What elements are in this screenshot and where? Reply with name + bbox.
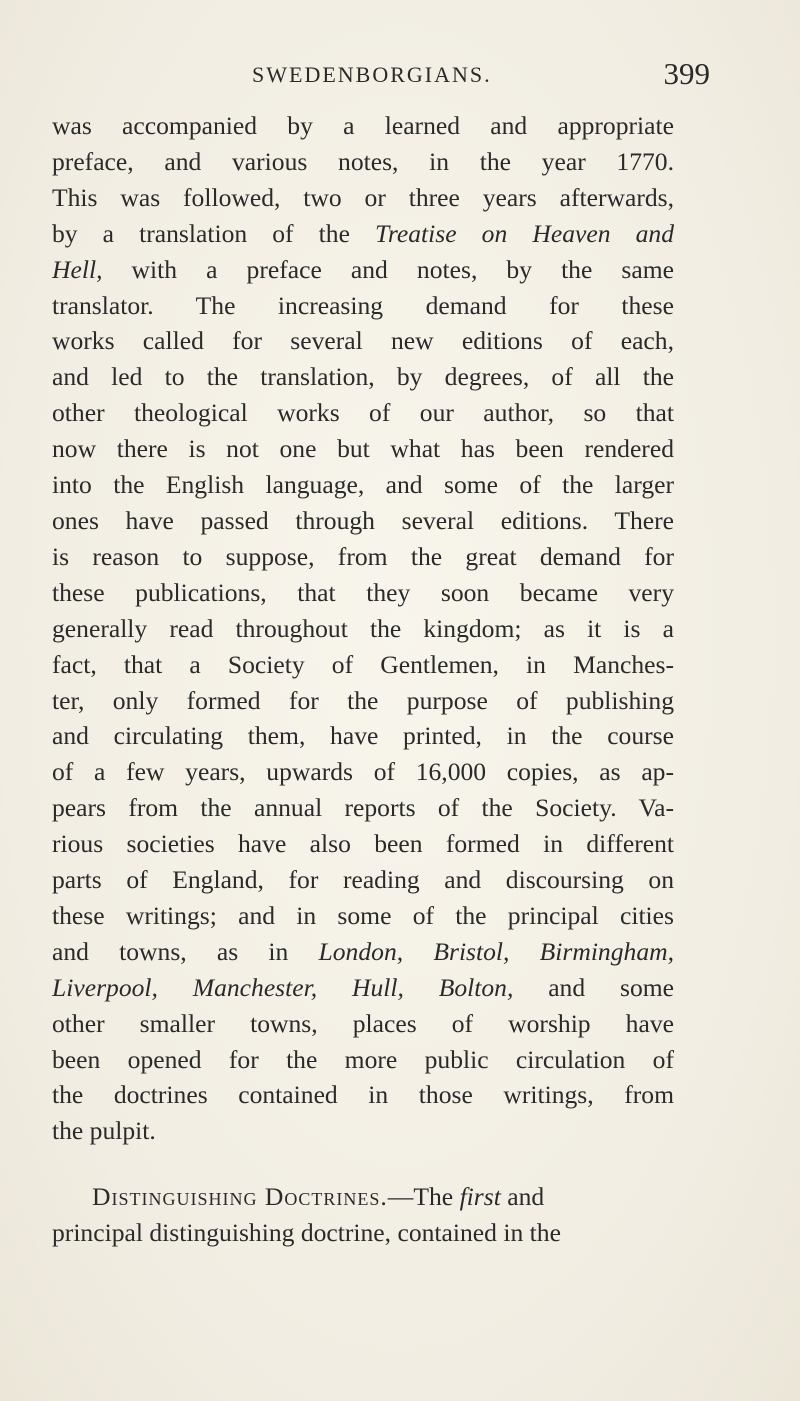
text-line	[52, 575, 674, 611]
text-segment: rious societies have also been formed in different	[52, 829, 674, 859]
text-segment: was accompanied by a learned and appropriate	[52, 111, 674, 140]
text-segment: works called for several new editions of each,	[52, 326, 674, 356]
text-segment: into the English language, and some of the larger	[52, 470, 674, 500]
text-line	[52, 323, 674, 359]
text-line	[52, 790, 674, 826]
text-segment: the doctrines contained in those writings, from	[52, 1080, 674, 1110]
text-segment: ones have passed through several editions. There	[52, 505, 674, 535]
text-segment: been opened for the more public circulation of	[52, 1044, 674, 1074]
text-line	[52, 467, 674, 503]
text-line	[52, 359, 674, 395]
text-line	[52, 503, 674, 539]
text-line	[52, 611, 674, 647]
text-segment: these writings; and in some of the principal cities	[52, 900, 674, 930]
text-line	[52, 431, 674, 467]
text-segment: and towns, as in	[52, 936, 319, 966]
text-segment: This was followed, two or three years afterwards,	[52, 182, 674, 212]
text-segment: is reason to suppose, from the great demand for	[52, 541, 674, 571]
text-segment: parts of England, for reading and discoursing on	[52, 865, 674, 895]
text-segment: and led to the translation, by degrees, of all the	[52, 362, 674, 392]
text-line	[52, 862, 674, 898]
text-line	[52, 647, 674, 683]
text-segment: the pulpit.	[52, 1116, 156, 1146]
running-head	[52, 56, 710, 102]
running-title: SWEDENBORGIANS.	[252, 62, 492, 87]
text-segment: with a preface and notes, by the same	[102, 254, 674, 284]
text-line	[52, 108, 674, 144]
text-segment: these publications, that they soon became very	[52, 577, 674, 607]
text-line	[52, 826, 674, 862]
text-segment: and some	[513, 972, 675, 1002]
section-second-line: principal distinguishing doctrine, contained in the	[52, 1217, 561, 1247]
italic-segment: London, Bristol, Birmingham,	[318, 936, 674, 966]
italic-segment: Liverpool, Manchester, Hull, Bolton,	[52, 972, 514, 1002]
text-segment: now there is not one but what has been rendered	[52, 434, 674, 464]
text-segment: of a few years, upwards of 16,000 copies, as ap-	[52, 757, 674, 787]
section-italic: first	[459, 1182, 501, 1211]
text-segment: other smaller towns, places of worship have	[52, 1008, 674, 1038]
text-line	[52, 1006, 674, 1042]
section-text: and	[500, 1182, 545, 1211]
text-line	[52, 970, 674, 1006]
text-line	[52, 754, 674, 790]
page-number: 399	[663, 56, 710, 91]
text-line	[52, 1077, 674, 1113]
text-segment: and circulating them, have printed, in the course	[52, 721, 674, 751]
section-heading: Distinguishing Doctrines.	[92, 1182, 388, 1211]
text-line	[52, 180, 674, 216]
text-segment: by a translation of the	[52, 218, 376, 248]
section-text: —The	[387, 1182, 460, 1211]
body-paragraph	[52, 108, 674, 1149]
text-segment: preface, and various notes, in the year 1770.	[52, 146, 674, 176]
text-line	[52, 898, 674, 934]
text-segment: other theological works of our author, so that	[52, 398, 674, 428]
text-line	[52, 252, 674, 288]
text-segment: translator. The increasing demand for these	[52, 290, 674, 320]
text-line	[52, 683, 674, 719]
section-first-line	[52, 1179, 674, 1215]
text-segment: ter, only formed for the purpose of publishing	[52, 685, 674, 715]
text-line	[52, 1113, 674, 1149]
text-line	[52, 718, 674, 754]
text-line	[52, 934, 674, 970]
text-segment: generally read throughout the kingdom; as it is a	[52, 613, 674, 643]
text-line	[52, 288, 674, 324]
italic-segment: Treatise on Heaven and	[375, 218, 674, 248]
text-line	[52, 395, 674, 431]
text-line	[52, 539, 674, 575]
text-line	[52, 144, 674, 180]
text-line	[52, 216, 674, 252]
section-paragraph	[52, 1179, 674, 1251]
text-line	[52, 1042, 674, 1078]
italic-segment: Hell,	[52, 254, 103, 284]
text-segment: pears from the annual reports of the Society. Va-	[52, 793, 674, 823]
text-segment: fact, that a Society of Gentlemen, in Manches-	[52, 649, 674, 679]
